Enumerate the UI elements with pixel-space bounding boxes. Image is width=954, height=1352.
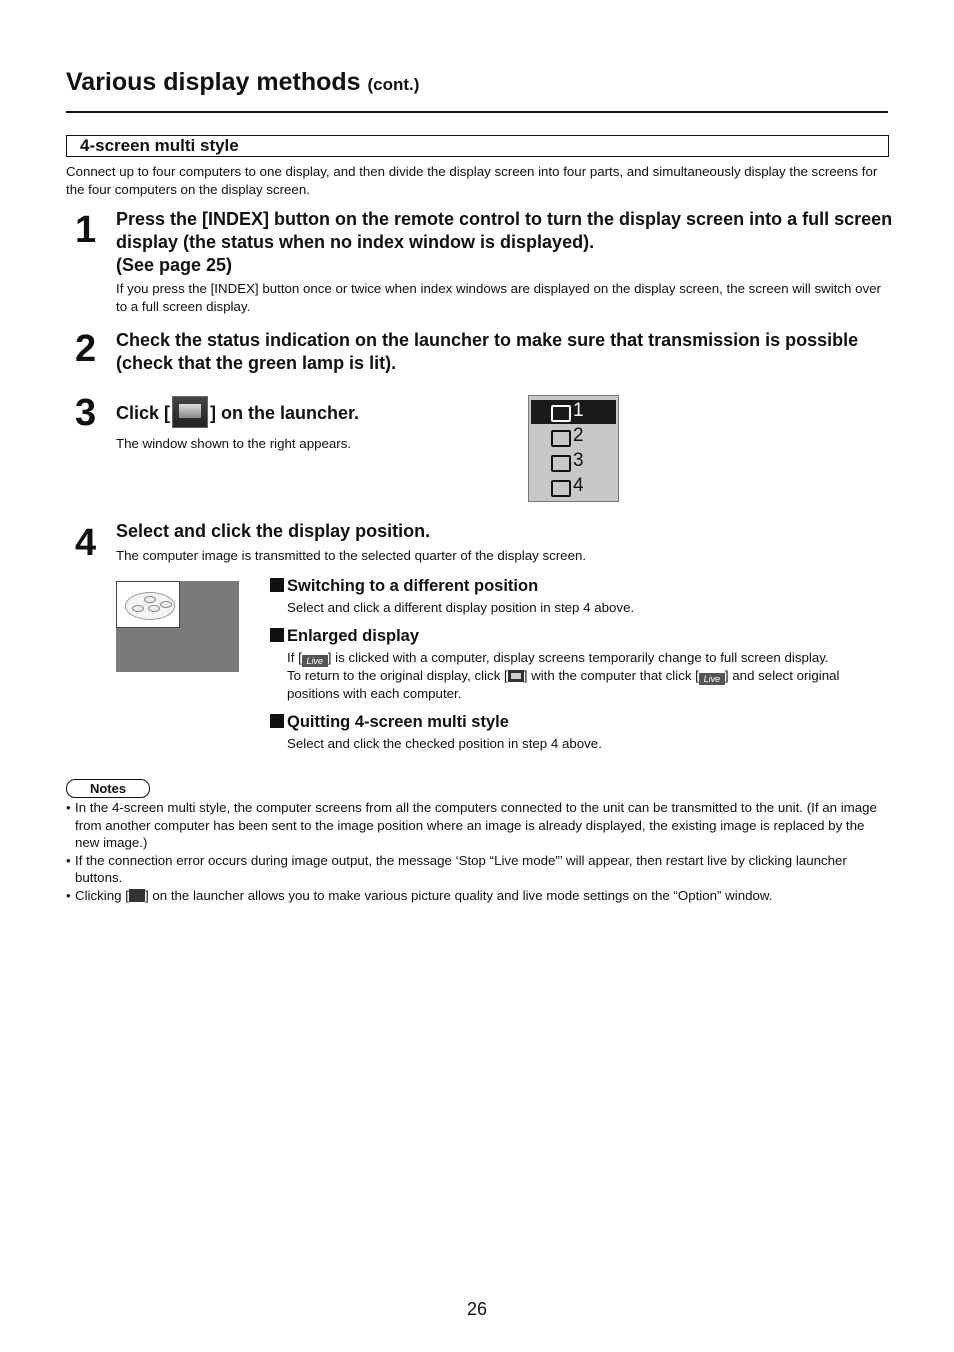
- position-menu-item-1[interactable]: [531, 400, 616, 424]
- step-1-heading-text: Press the [INDEX] button on the remote control to turn the display screen into a full screen display (the status when no index window is displayed).: [116, 209, 893, 252]
- step-4-heading: Select and click the display position.: [116, 521, 431, 541]
- option-icon: [129, 889, 145, 902]
- quitting-body: Select and click the checked position in step 4 above.: [287, 736, 602, 751]
- title-suffix: (cont.): [367, 75, 420, 94]
- text: ] and select original positions with each computer.: [287, 668, 840, 701]
- multi-screen-small-icon: [508, 670, 524, 682]
- step-1-heading: [116, 208, 896, 277]
- position-menu-item-2[interactable]: [531, 425, 616, 449]
- notes-label: Notes: [66, 779, 150, 798]
- note-text: Clicking [: [75, 887, 129, 903]
- quad-screen-preview: [116, 581, 239, 672]
- section-title: 4-screen multi style: [80, 136, 239, 155]
- step-2-heading: Check the status indication on the launcher to make sure that transmission is possible (check that the green lamp is lit).: [116, 330, 859, 373]
- position-label: 4: [573, 475, 584, 496]
- text: ] is clicked with a computer, display screens temporarily change to full screen display.: [327, 650, 829, 665]
- title-rule: [66, 111, 888, 113]
- page-number: 26: [466, 1299, 488, 1319]
- square-bullet-icon: [270, 628, 284, 642]
- position-menu-item-3[interactable]: [531, 450, 616, 474]
- top-left-quarter: [116, 581, 180, 628]
- square-bullet-icon: [270, 714, 284, 728]
- multi-screen-icon: [172, 396, 208, 428]
- bullet: •: [66, 887, 71, 903]
- live-button-icon: Live: [302, 655, 328, 667]
- enlarged-body: [287, 649, 892, 703]
- step-4-number: 4: [75, 522, 97, 564]
- live-button-icon: Live: [699, 673, 725, 685]
- text: ] with the computer that click [: [523, 668, 699, 683]
- switching-body: Select and click a different display position in step 4 above.: [287, 600, 635, 615]
- step-1-body: If you press the [INDEX] button once or twice when index windows are displayed on the display screen, the screen will switch over to a full screen display.: [116, 281, 881, 314]
- position-label: 1: [573, 400, 584, 421]
- enlarged-line-2: [287, 667, 892, 703]
- note-item: [66, 887, 892, 905]
- step-3-heading-post: ] on the launcher.: [210, 402, 360, 423]
- position-3-icon: [551, 455, 571, 472]
- step-4-body: The computer image is transmitted to the selected quarter of the display screen.: [116, 548, 587, 563]
- square-bullet-icon: [270, 578, 284, 592]
- quitting-heading: [270, 713, 509, 732]
- position-1-icon: [551, 405, 571, 422]
- note-item: [66, 799, 892, 852]
- note-text: If the connection error occurs during image output, the message ‘Stop “Live mode”’ will appear, then restart live by clicking launcher buttons.: [75, 852, 847, 885]
- step-3-body: The window shown to the right appears.: [116, 436, 352, 451]
- page-title: [66, 68, 419, 97]
- bullet: •: [66, 800, 71, 815]
- enlarged-heading: [270, 627, 419, 646]
- step-3-heading-pre: Click [: [116, 402, 171, 423]
- step-3-number: 3: [75, 392, 97, 434]
- note-text: In the 4-screen multi style, the computer screens from all the computers connected to the unit can be transmitted to the unit. (If an image from another computer has been sent to the image position where an image is already displayed, the existing image is replaced by the new image.): [75, 800, 877, 850]
- bullet: •: [66, 852, 71, 868]
- notes-list: [66, 799, 892, 904]
- text: To return to the original display, click [: [287, 668, 508, 683]
- position-menu-item-4[interactable]: [531, 475, 616, 499]
- step-3-heading: [116, 398, 516, 430]
- position-4-icon: [551, 480, 571, 497]
- section-intro: Connect up to four computers to one display, and then divide the display screen into four parts, and simultaneously display the screens for the four computers on the display screen.: [66, 164, 878, 197]
- enlarged-line-1: [287, 649, 892, 667]
- step-2-number: 2: [75, 328, 97, 370]
- disc-image: [125, 592, 175, 620]
- switching-heading: [270, 577, 538, 596]
- note-item: [66, 852, 892, 887]
- position-label: 3: [573, 450, 584, 471]
- step-1-number: 1: [75, 209, 97, 251]
- switching-title: Switching to a different position: [287, 577, 539, 595]
- text: If [: [287, 650, 302, 665]
- quitting-title: Quitting 4-screen multi style: [287, 713, 509, 731]
- position-menu: [528, 395, 619, 502]
- position-2-icon: [551, 430, 571, 447]
- step-1-heading-ref: (See page 25): [116, 255, 233, 275]
- note-text: ] on the launcher allows you to make various picture quality and live mode settings on the “Option” window.: [144, 887, 773, 903]
- position-label: 2: [573, 425, 584, 446]
- title-text: Various display methods: [66, 68, 361, 96]
- enlarged-title: Enlarged display: [287, 627, 420, 645]
